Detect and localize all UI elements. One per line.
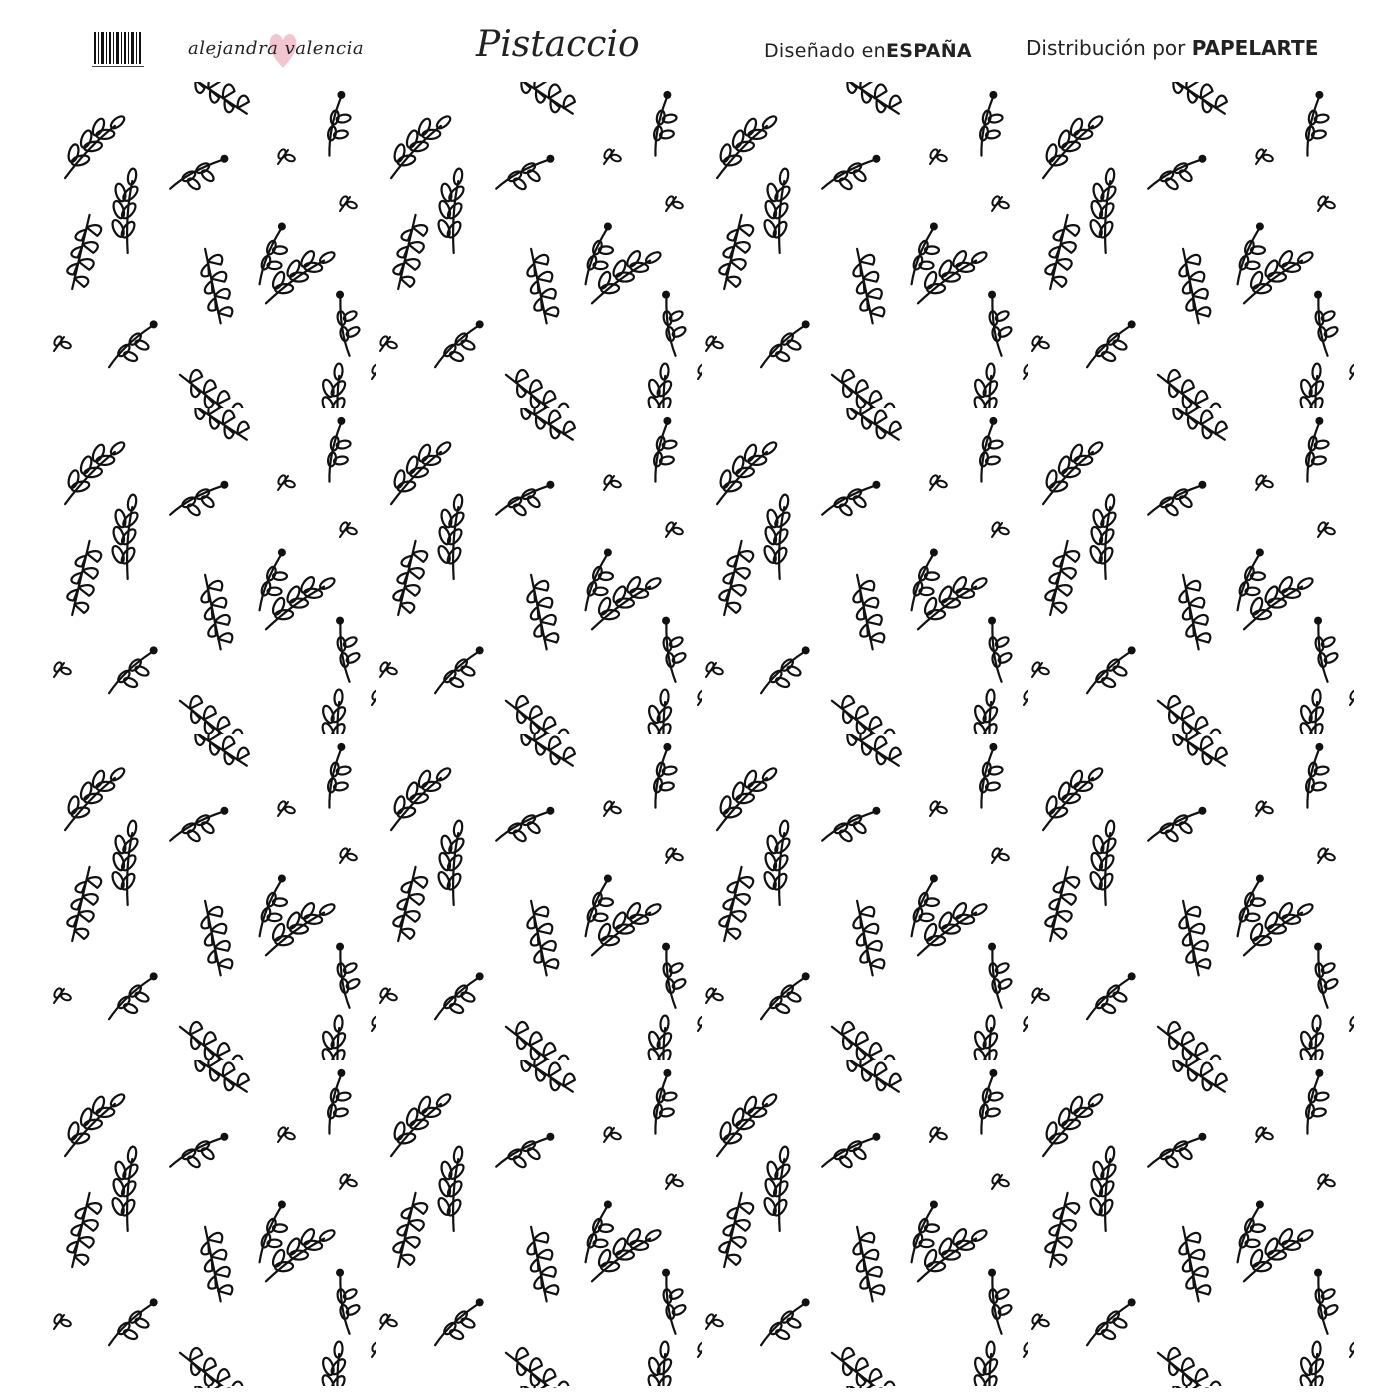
made-prefix: Diseñado en — [764, 40, 886, 62]
distribution-label — [1026, 36, 1318, 60]
page-title: Pistaccio — [476, 24, 640, 65]
made-country: ESPAÑA — [885, 40, 972, 62]
made-in-label — [764, 40, 972, 62]
pattern-fill — [50, 82, 1356, 1388]
brand-name: alejandra valencia — [188, 38, 365, 59]
paper-header — [0, 0, 1400, 80]
botanical-pattern — [50, 82, 1356, 1388]
distribution-company: PAPELARTE — [1191, 36, 1319, 60]
barcode-icon — [92, 30, 144, 70]
distribution-prefix: Distribución por — [1026, 36, 1192, 60]
